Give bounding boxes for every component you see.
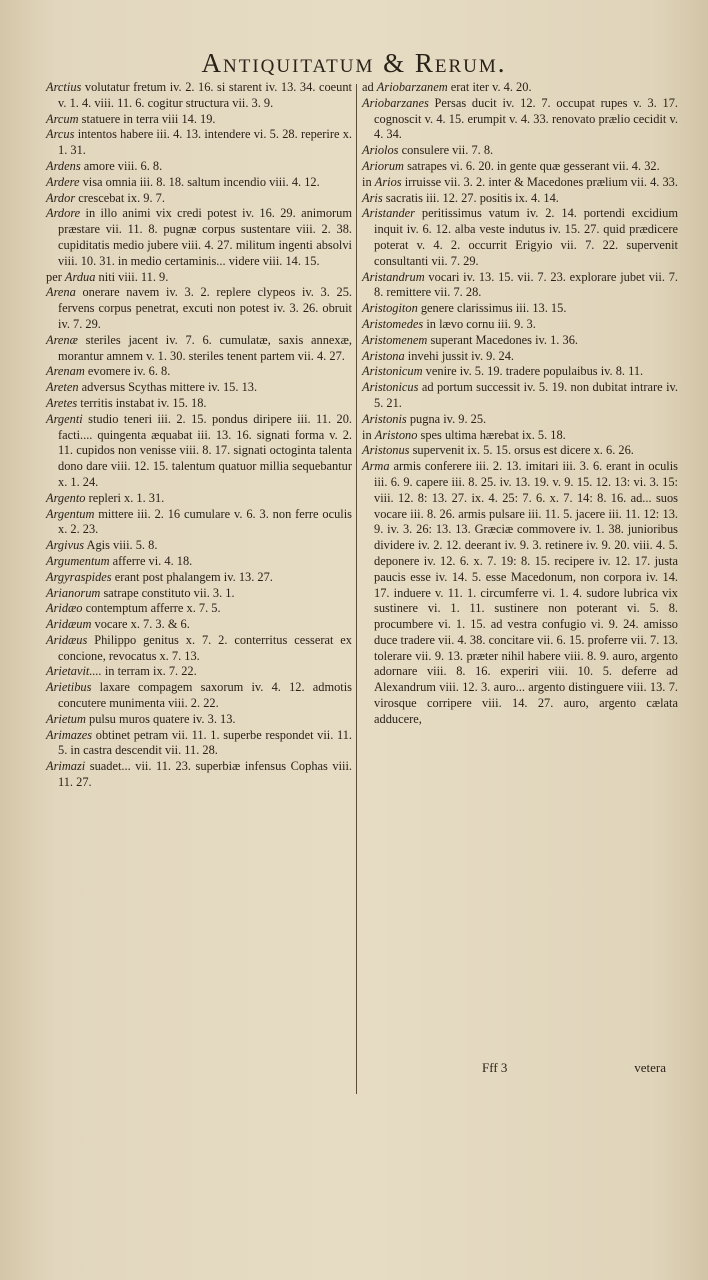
index-entry (362, 364, 678, 380)
index-entry (362, 206, 678, 269)
entry-keyword: Arma (362, 459, 390, 474)
index-entry (46, 285, 352, 332)
index-entry (362, 443, 678, 459)
index-entry (46, 759, 352, 791)
entry-references: statuere in terra viii 14. 19. (78, 111, 216, 126)
entry-references: afferre vi. 4. 18. (109, 553, 193, 568)
entry-references: spes ultima hærebat ix. 5. 18. (417, 427, 566, 442)
entry-references: in lævo cornu iii. 9. 3. (423, 316, 536, 331)
entry-references: sacratis iii. 12. 27. positis ix. 4. 14. (382, 190, 559, 205)
entry-keyword: Arenam (46, 364, 85, 379)
entry-keyword: Arietum (46, 711, 86, 726)
index-entry (362, 459, 678, 728)
index-entry (46, 396, 352, 412)
signature-mark: Fff 3 (482, 1060, 508, 1075)
entry-keyword: Argento (46, 490, 86, 505)
column-divider (356, 84, 357, 1094)
index-entry (46, 364, 352, 380)
index-entry (362, 143, 678, 159)
index-entry (46, 380, 352, 396)
right-column (362, 80, 678, 728)
index-entry (362, 412, 678, 428)
entry-references: pugna iv. 9. 25. (406, 411, 487, 426)
entry-keyword: Arctius (46, 80, 82, 94)
index-entry (46, 680, 352, 712)
entry-prefix: in (362, 427, 375, 442)
catchword: vetera (634, 1060, 666, 1075)
index-entry (46, 633, 352, 665)
index-entry (46, 554, 352, 570)
entry-keyword: Argivus (46, 538, 85, 553)
index-entry (46, 601, 352, 617)
entry-keyword: Arietavit.... (46, 664, 102, 679)
index-entry (46, 127, 352, 159)
index-entry (362, 191, 678, 207)
entry-references: studio teneri iii. 2. 15. pondus diripere iii. 11. 20. facti.... quingenta æquabat iii. 13. 16. signati forma v. 2. 11. cupidos non venisse viii. 8. 17. signati octoginta talenta dono dare viii. 12. 15. talentum quatuor millia sequebantur x. 1. 24. (58, 411, 352, 489)
entry-references: vocari iv. 13. 15. vii. 7. 23. explorare jubet vii. 7. 8. remittere vii. 7. 28. (374, 269, 678, 300)
entry-references: genere clarissimus iii. 13. 15. (417, 301, 567, 316)
entry-keyword: Arianorum (46, 585, 101, 600)
entry-keyword: Aris (362, 190, 383, 205)
entry-keyword: Aristander (362, 206, 416, 221)
entry-references: in terram ix. 7. 22. (101, 664, 197, 679)
entry-keyword: Aristonus (362, 443, 410, 458)
entry-references: venire iv. 5. 19. tradere populaibus iv. 8. 11. (422, 364, 644, 379)
index-entry (362, 270, 678, 302)
page-footer (362, 1060, 678, 1080)
entry-keyword: Ardens (46, 158, 81, 173)
entry-keyword: Ardore (46, 206, 81, 221)
entry-keyword: Aristomenem (362, 332, 428, 347)
entry-references: vocare x. 7. 3. & 6. (91, 617, 190, 632)
entry-references: amore viii. 6. 8. (80, 158, 163, 173)
index-entry (46, 491, 352, 507)
entry-references: onerare navem iv. 3. 2. replere clypeos iv. 3. 25. fervens corpus penetrat, excuti non potest iv. 3. 26. obruit iv. 7. 29. (58, 285, 352, 331)
entry-keyword: Arios (374, 174, 402, 189)
index-entry (46, 270, 352, 286)
entry-references: Philippo genitus x. 7. 2. conterritus cesserat ex concione, revocatus x. 7. 13. (58, 632, 352, 663)
entry-keyword: Arietibus (46, 680, 92, 695)
entry-references: invehi jussit iv. 9. 24. (404, 348, 515, 363)
entry-keyword: Ariorum (362, 158, 404, 173)
entry-keyword: Aristono (374, 427, 418, 442)
index-entry (46, 507, 352, 539)
entry-keyword: Aristomedes (362, 316, 424, 331)
entry-references: armis conferere iii. 2. 13. imitari iii. 3. 6. erant in oculis iii. 6. 9. capere iii. 8. 25. iv. 13. 19. v. 9. 15. 12. 13: vi. 3. 15: viii. 12. 8: 13. 27. ix. 4. 25: 7. 6. x. 7. 14: 8. 16. ad... suos vocare iii. 8. 26. armis pulsare iii. 11. 5. jacere iii. 11. 12: 13. 9. iv. 3. 26: 13. 13. Græciæ commovere iv. 1. 38. junioribus dividere iv. 2. 12. deerant iv. 9. 3. retinere iv. 9. 20. viii. 4. 5. deponere iv. 12. 6. x. 7. 19: 8. 15. recipere iv. 12. 17. justa paucis esse iv. 14. 5. esse Macedonum, non corpora iv. 14. 17. induere v. 11. 1. circumferre vi. 1. 4. sudore lubrica vix sustinere vi. 1. 11. sustinere non poterant vi. 5. 8. procumbere vi. 1. 15. ad vestra confugio vi. 9. 24. amisso duce tradere vii. 4. 38. concitare vii. 6. 15. proferre vii. 7. 13. tolerare vii. 9. 13. præter nihil habere viii. 8. 9. auro, argento adornare viii. 8. 16. experiri viii. 10. 5. deferre ad Alexandrum viii. 12. 3. auro... argento distinguere viii. 13. 7. virosque corripere viii. 14. 27. auro, argento cælata adducere, (374, 459, 678, 726)
entry-references: territis instabat iv. 15. 18. (77, 395, 207, 410)
index-entry (46, 112, 352, 128)
index-entry (362, 80, 678, 96)
entry-references: ad portum successit iv. 5. 19. non dubitat intrare iv. 5. 21. (374, 380, 678, 410)
entry-references: peritissimus vatum iv. 2. 14. portendi excidium inquit iv. 6. 12. alba veste indutus iv. 15. 27. quid prædicere poterat v. 4. 2. occurrit Erigyio vii. 7. 22. supervenit consultanti vii. 7. 29. (374, 206, 678, 268)
entry-keyword: Arenæ (46, 332, 78, 347)
entry-keyword: Ariolos (362, 143, 399, 158)
entry-references: superant Macedones iv. 1. 36. (427, 332, 578, 347)
entry-references: adversus Scythas mittere iv. 15. 13. (78, 380, 258, 395)
index-entry (362, 333, 678, 349)
entry-keyword: Aridæo (46, 601, 83, 616)
entry-references: steriles jacent iv. 7. 6. cumulatæ, saxis annexæ, morantur amnem v. 1. 30. steriles tenent partem vii. 4. 27. (58, 332, 352, 363)
entry-references: pulsu muros quatere iv. 3. 13. (85, 711, 236, 726)
index-entry (46, 206, 352, 269)
entry-keyword: Aridæum (46, 617, 92, 632)
index-entry (362, 301, 678, 317)
entry-keyword: Arimazes (46, 727, 93, 742)
index-entry (362, 317, 678, 333)
index-entry (46, 617, 352, 633)
index-entry (46, 538, 352, 554)
entry-keyword: Ardere (46, 174, 80, 189)
entry-references: consulere vii. 7. 8. (398, 143, 494, 158)
entry-prefix: in (362, 174, 375, 189)
entry-prefix: ad (362, 80, 377, 94)
index-entry (362, 380, 678, 412)
entry-keyword: Ariobarzanem (376, 80, 448, 94)
entry-keyword: Aridæus (46, 632, 88, 647)
entry-keyword: Aristonicum (362, 364, 423, 379)
index-entry (46, 728, 352, 760)
entry-references: irruisse vii. 3. 2. inter & Macedones prælium vii. 4. 33. (401, 174, 678, 189)
entry-keyword: Aristona (362, 348, 405, 363)
entry-references: erant post phalangem iv. 13. 27. (111, 569, 273, 584)
entry-references: supervenit ix. 5. 15. orsus est dicere x. 6. 26. (409, 443, 634, 458)
index-entry (362, 96, 678, 143)
entry-references: crescebat ix. 9. 7. (75, 190, 165, 205)
entry-keyword: Arcum (46, 111, 79, 126)
entry-references: niti viii. 11. 9. (95, 269, 169, 284)
entry-keyword: Argumentum (46, 553, 110, 568)
entry-references: erat iter v. 4. 20. (447, 80, 532, 94)
index-entry (46, 664, 352, 680)
entry-keyword: Aristogiton (362, 301, 418, 316)
entry-keyword: Ardor (46, 190, 76, 205)
entry-references: intentos habere iii. 4. 13. intendere vi. 5. 28. reperire x. 1. 31. (58, 127, 352, 158)
entry-keyword: Arena (46, 285, 76, 300)
entry-keyword: Arcus (46, 127, 75, 142)
entry-keyword: Argyraspides (46, 569, 112, 584)
index-entry (46, 191, 352, 207)
index-entry (362, 159, 678, 175)
index-entry (362, 428, 678, 444)
index-entry (46, 412, 352, 491)
entry-references: obtinet petram vii. 11. 1. superbe respondet vii. 11. 5. in castra descendit vii. 11. 28. (58, 727, 352, 758)
index-entry (46, 586, 352, 602)
entry-references: contemptum afferre x. 7. 5. (82, 601, 221, 616)
entry-keyword: Aristandrum (362, 269, 425, 284)
entry-references: in illo animi vix credi potest iv. 16. 29. animorum præstare vii. 11. 8. pugnæ corpus sustentare viii. 2. 38. cupiditatis medio jubere viii. 4. 27. militum ingenti absolvi viii. 10. 31. in medio certaminis... videre viii. 14. 15. (58, 206, 352, 268)
entry-references: mittere iii. 2. 16 cumulare v. 6. 3. non ferre oculis x. 2. 23. (58, 506, 352, 537)
index-entry (362, 349, 678, 365)
entry-keyword: Arimazi (46, 759, 86, 774)
entry-keyword: Aristonis (362, 411, 407, 426)
entry-references: visa omnia iii. 8. 18. saltum incendio viii. 4. 12. (79, 174, 320, 189)
entry-references: volutatur fretum iv. 2. 16. si starent iv. 13. 34. coeunt v. 1. 4. viii. 11. 6. cogitur structura vii. 3. 9. (58, 80, 352, 110)
entry-keyword: Aretes (46, 395, 78, 410)
entry-keyword: Ariobarzanes (362, 95, 429, 110)
entry-references: Agis viii. 5. 8. (84, 538, 158, 553)
entry-references: suadet... vii. 11. 23. superbiæ infensus Cophas viii. 11. 27. (58, 759, 352, 790)
entry-prefix: per (46, 269, 65, 284)
entry-keyword: Argentum (46, 506, 95, 521)
entry-keyword: Ardua (64, 269, 96, 284)
entry-references: repleri x. 1. 31. (85, 490, 165, 505)
entry-references: satrape constituto vii. 3. 1. (100, 585, 235, 600)
left-column (46, 80, 352, 791)
index-entry (362, 175, 678, 191)
entry-keyword: Areten (46, 380, 79, 395)
entry-references: laxare compagem saxorum iv. 4. 12. admotis concutere munimenta viii. 2. 22. (58, 680, 352, 711)
entry-references: evomere iv. 6. 8. (84, 364, 171, 379)
entry-keyword: Aristonicus (362, 380, 419, 395)
page-header: Antiquitatum & Rerum. (201, 48, 507, 78)
entry-references: Persas ducit iv. 12. 7. occupat rupes v. 3. 17. cognoscit v. 4. 15. erumpit v. 4. 33. renovato prælio cecidit v. 4. 34. (374, 95, 678, 142)
entry-keyword: Argenti (46, 411, 83, 426)
index-entry (46, 570, 352, 586)
index-entry (46, 333, 352, 365)
index-entry (46, 159, 352, 175)
index-entry (46, 712, 352, 728)
index-entry (46, 80, 352, 112)
entry-references: satrapes vi. 6. 20. in gente quæ gesserant vii. 4. 32. (404, 158, 660, 173)
index-entry (46, 175, 352, 191)
